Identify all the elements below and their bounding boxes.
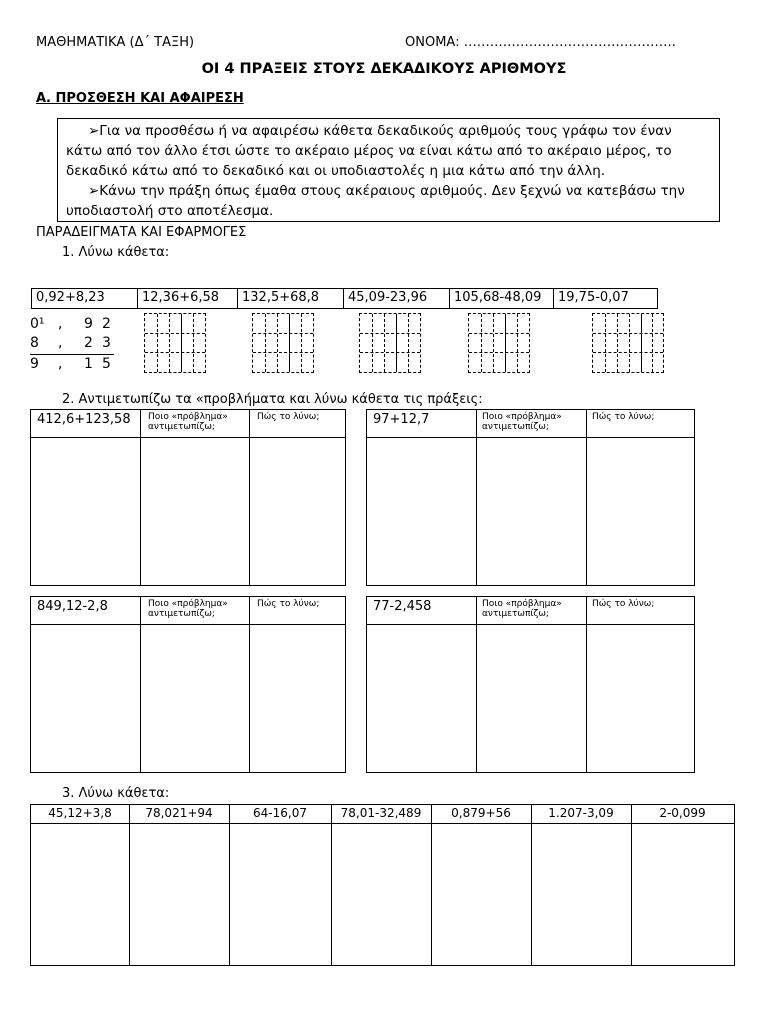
digit: 5 [102,356,111,372]
exercise1-problem: 19,75-0,07 [554,288,658,309]
answer-grid[interactable] [144,313,206,373]
exercise3-problem: 78,021+94 [145,806,213,820]
problem-expression: 97+12,7 [373,412,430,427]
subject-label: ΜΑΘΗΜΑΤΙΚΑ (Δ΄ ΤΑΞΗ) [36,35,195,50]
digit: 2 [84,335,93,351]
digit: 3 [102,335,111,351]
exercise3-problem: 78,01-32,489 [340,806,422,820]
problem-question: Ποιο «πρόβλημα» αντιμετωπίζω; [148,599,228,619]
problem-table[interactable] [366,409,695,586]
examples-heading: ΠΑΡΑΔΕΙΓΜΑΤΑ ΚΑΙ ΕΦΑΡΜΟΓΕΣ [36,225,247,240]
problem-question: Ποιο «πρόβλημα» αντιμετωπίζω; [482,599,562,619]
exercise3-problem: 1.207-3,09 [548,806,614,820]
answer-grid[interactable] [252,313,314,373]
decimal-comma: , [58,356,63,372]
page-title: ΟΙ 4 ΠΡΑΞΕΙΣ ΣΤΟΥΣ ΔΕΚΑΔΙΚΟΥΣ ΑΡΙΘΜΟΥΣ [201,61,567,77]
exercise3-label: 3. Λύνω κάθετα: [62,786,170,801]
problem-table[interactable] [30,409,346,586]
answer-grid[interactable] [468,313,530,373]
problem-expression: 77-2,458 [373,599,432,614]
digit: 9 [84,316,93,332]
how-question: Πώς το λύνω; [257,412,320,422]
rule2-line1: ➢Κάνω την πράξη όπως έμαθα στους ακέραιους αριθμούς. Δεν ξεχνώ να κατεβάσω την [88,183,685,199]
digit: 0¹ [30,316,45,332]
name-field-label[interactable]: ΟΝΟΜΑ: …………………………………………. [405,35,676,50]
answer-grid[interactable] [359,313,421,373]
digit: 9 [30,356,39,372]
how-question: Πώς το λύνω; [257,599,320,609]
rule1-line2: κάτω από τον άλλο έτσι ώστε το ακέραιο μέρος να είναι κάτω από το ακέραιο μέρος, το [66,143,672,159]
rule2-line2: υποδιαστολή στο αποτέλεσμα. [66,203,274,219]
exercise2-label: 2. Αντιμετωπίζω τα «προβλήματα και λύνω κάθετα τις πράξεις: [62,392,483,407]
exercise1-label: 1. Λύνω κάθετα: [62,245,170,260]
sum-line [30,354,114,355]
problem-table[interactable] [366,596,695,773]
rule1-line3: δεκαδικό κάτω από το δεκαδικό και οι υποδιαστολές η μια κάτω από την άλλη. [66,163,606,179]
section-heading: Α. ΠΡΟΣΘΕΣΗ ΚΑΙ ΑΦΑΙΡΕΣΗ [36,91,244,106]
exercise3-problem: 45,12+3,8 [48,806,112,820]
digit: 1 [84,356,93,372]
problem-expression: 849,12-2,8 [37,599,108,614]
answer-grid[interactable] [592,313,664,373]
decimal-comma: , [58,316,63,332]
problem-table[interactable] [30,596,346,773]
decimal-comma: , [58,335,63,351]
problem-question: Ποιο «πρόβλημα» αντιμετωπίζω; [148,412,228,432]
exercise3-table[interactable] [30,804,735,966]
rules-box [57,118,720,222]
exercise3-problem: 2-0,099 [659,806,706,820]
problem-expression: 412,6+123,58 [37,412,131,427]
digit: 2 [102,316,111,332]
digit: 8 [30,335,39,351]
how-question: Πώς το λύνω; [592,412,655,422]
exercise3-problem: 64-16,07 [253,806,307,820]
exercise1-problem: 45,09-23,96 [344,288,450,309]
exercise1-problem: 12,36+6,58 [138,288,238,309]
exercise1-problem: 0,92+8,23 [31,288,138,309]
exercise1-problems-row [31,288,658,309]
exercise1-problem: 132,5+68,8 [238,288,344,309]
worked-example [30,314,120,376]
exercise3-problem: 0,879+56 [451,806,511,820]
problem-question: Ποιο «πρόβλημα» αντιμετωπίζω; [482,412,562,432]
how-question: Πώς το λύνω; [592,599,655,609]
exercise1-problem: 105,68-48,09 [450,288,554,309]
rule1-line1: ➢Για να προσθέσω ή να αφαιρέσω κάθετα δεκαδικούς αριθμούς τους γράφω τον έναν [88,123,672,139]
